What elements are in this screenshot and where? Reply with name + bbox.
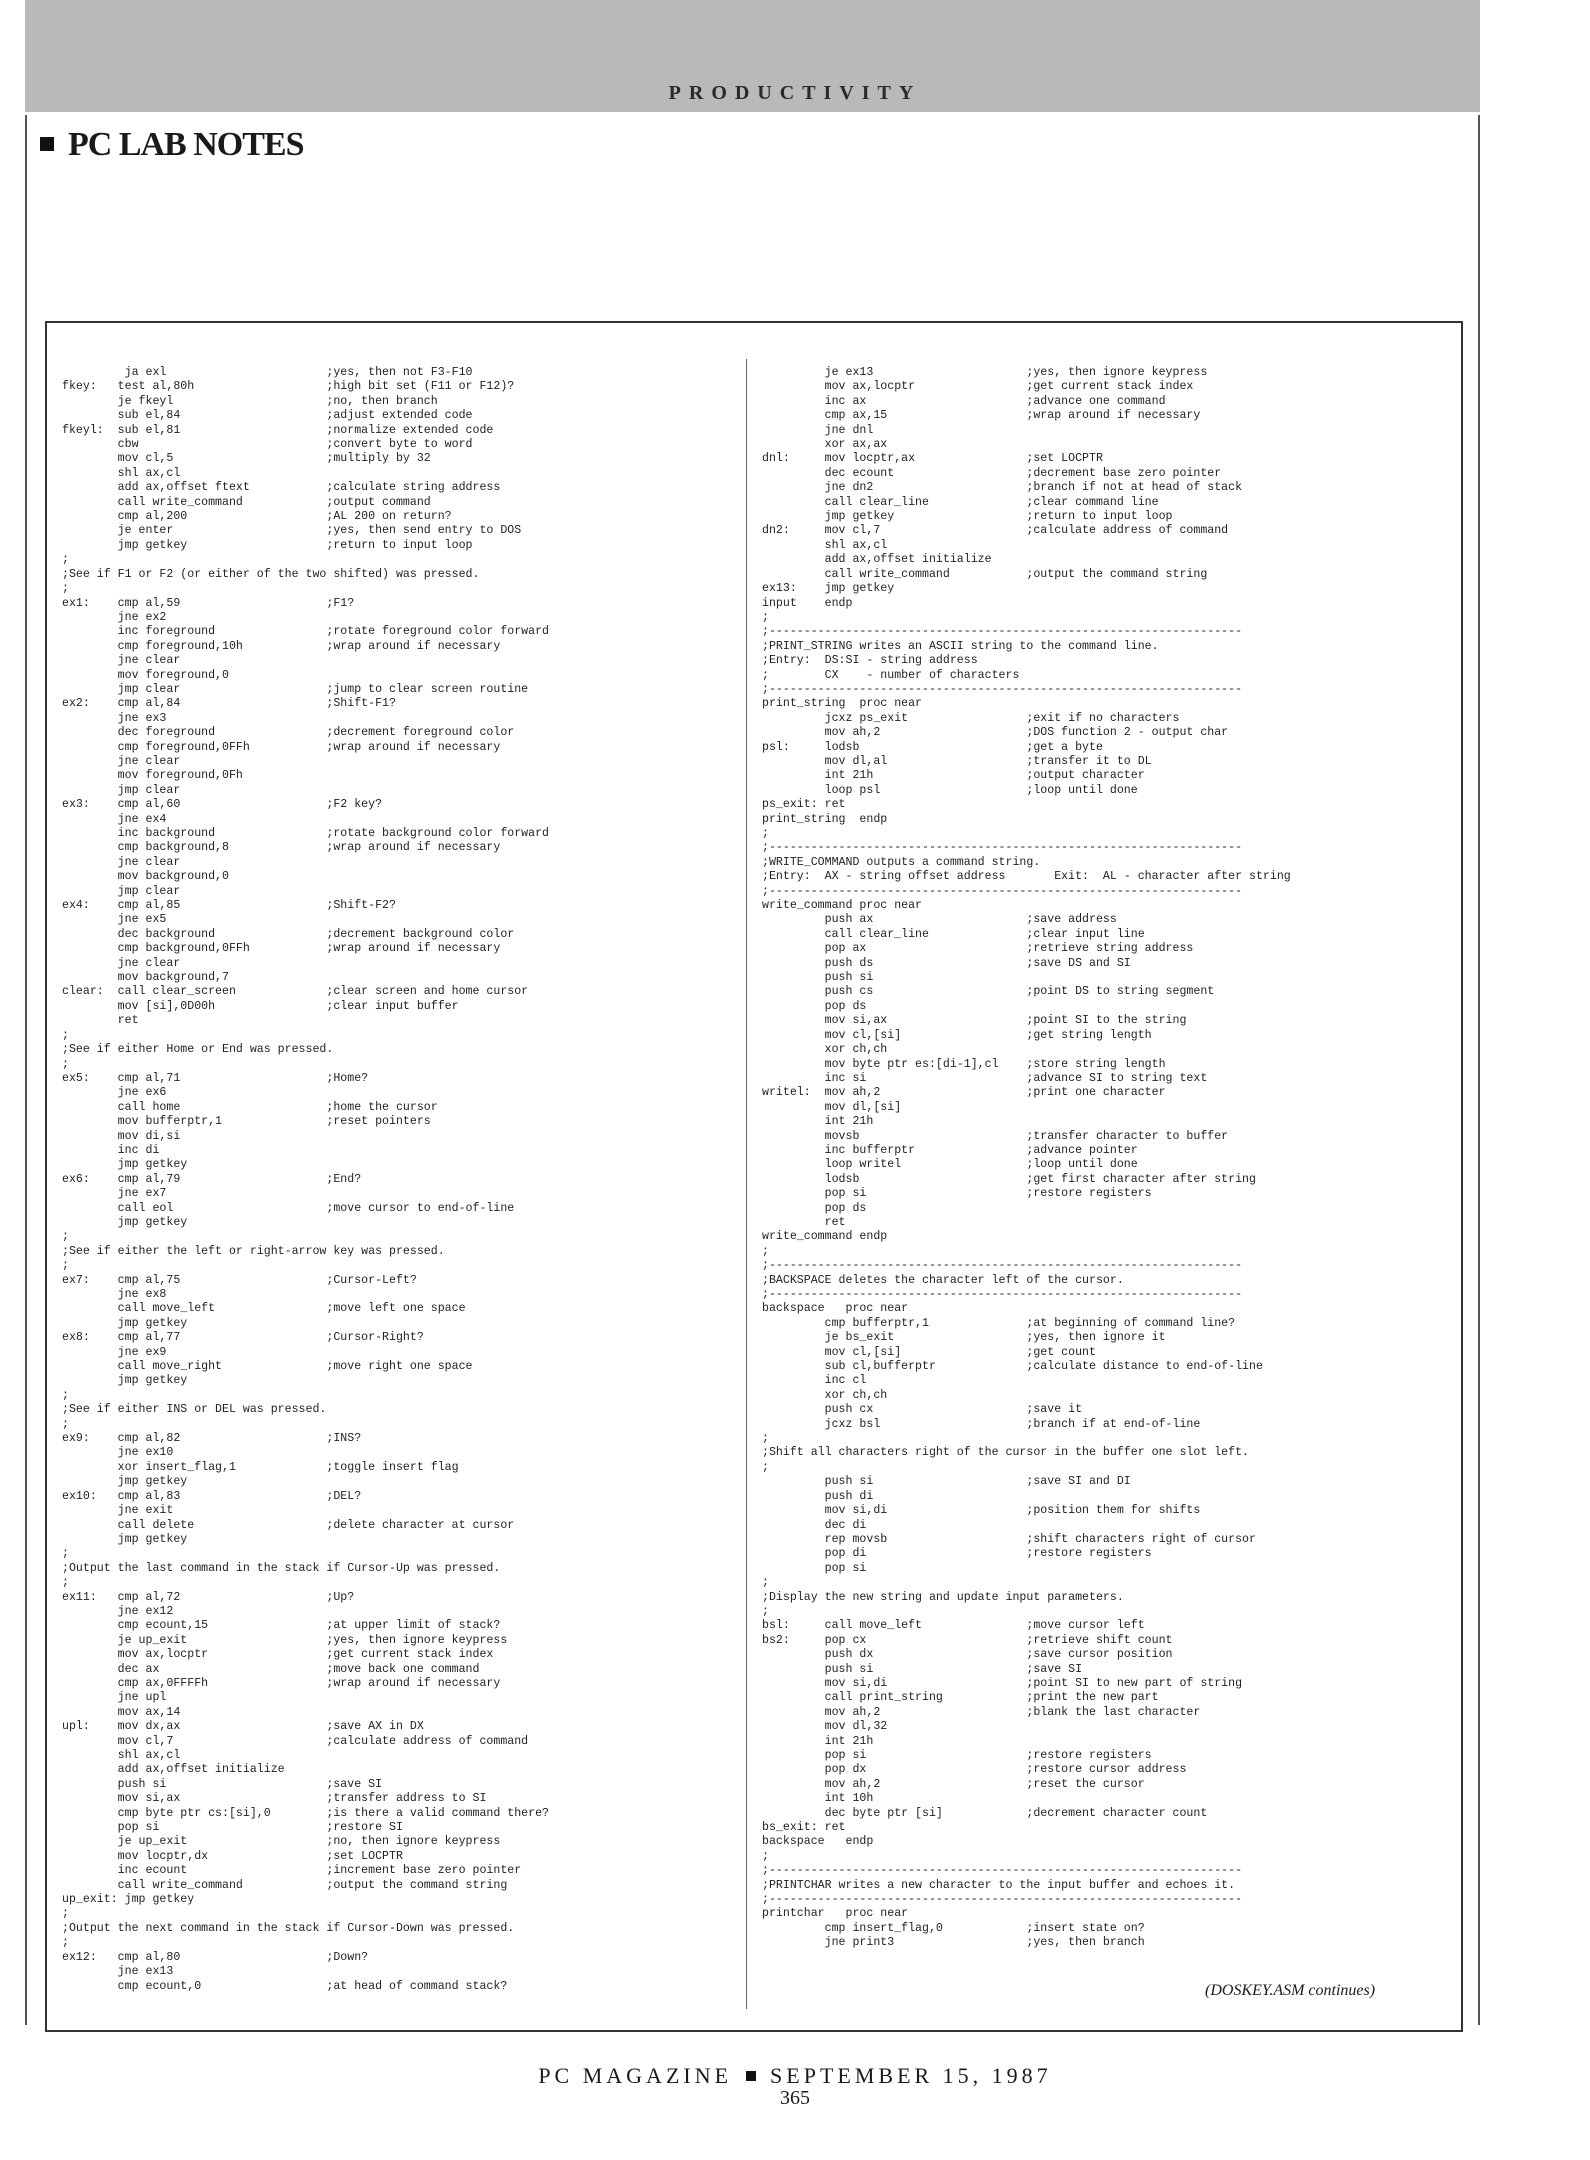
code-line: jmp clear ;jump to clear screen routine xyxy=(62,682,529,696)
code-line: ;-------------------------------------------------------------------- xyxy=(762,682,1243,696)
code-line: mov ax,locptr ;get current stack index xyxy=(62,1648,494,1662)
code-line: shl ax,cl xyxy=(762,538,888,552)
code-line: pop si ;restore registers xyxy=(762,1187,1152,1201)
code-line: xor ax,ax xyxy=(762,438,888,452)
code-line: cmp foreground,0FFh ;wrap around if necessary xyxy=(62,740,501,754)
code-line: ex13: jmp getkey xyxy=(762,582,895,596)
code-line: input endp xyxy=(762,596,853,610)
code-line: ex7: cmp al,75 ;Cursor-Left? xyxy=(62,1273,417,1287)
code-line: print_string endp xyxy=(762,812,888,826)
code-line: psl: lodsb ;get a byte xyxy=(762,740,1103,754)
column-title xyxy=(40,126,304,164)
code-listing-right-column xyxy=(762,366,1291,1951)
code-line: int 21h xyxy=(762,1734,874,1748)
code-line: xor ch,ch xyxy=(762,1388,888,1402)
code-line: jmp getkey xyxy=(62,1374,188,1388)
code-line: ; xyxy=(762,1460,769,1474)
code-line: jmp getkey xyxy=(62,1158,188,1172)
code-line: ; xyxy=(62,1057,69,1071)
section-label: PRODUCTIVITY xyxy=(668,82,922,104)
code-line: ; xyxy=(62,1576,69,1590)
code-line: ja exl ;yes, then not F3-F10 xyxy=(62,366,473,379)
code-line: up_exit: jmp getkey xyxy=(62,1893,195,1907)
code-line: mov si,ax ;transfer address to SI xyxy=(62,1792,487,1806)
code-line: jne ex2 xyxy=(62,610,167,624)
code-line: dec ecount ;decrement base zero pointer xyxy=(762,466,1222,480)
code-line: jmp clear xyxy=(62,783,181,797)
code-line: lodsb ;get first character after string xyxy=(762,1172,1256,1186)
code-line: je up_exit ;yes, then ignore keypress xyxy=(62,1633,508,1647)
code-line: jne ex13 xyxy=(62,1965,174,1979)
code-line: ret xyxy=(762,1215,846,1229)
code-line: printchar proc near xyxy=(762,1907,909,1921)
code-line: mov ax,locptr ;get current stack index xyxy=(762,380,1194,394)
code-line: mov background,7 xyxy=(62,971,229,985)
code-line: ; xyxy=(62,1028,69,1042)
code-line: jmp getkey xyxy=(62,1316,188,1330)
code-line: cmp insert_flag,0 ;insert state on? xyxy=(762,1921,1145,1935)
code-line: ; xyxy=(62,1547,69,1561)
code-line: inc background ;rotate background color forward xyxy=(62,827,550,840)
code-line: mov cl,5 ;multiply by 32 xyxy=(62,452,431,466)
code-line: pop si ;restore SI xyxy=(62,1821,403,1835)
code-line: pop ds xyxy=(762,999,867,1013)
code-line: mov di,si xyxy=(62,1129,181,1143)
code-line: je ex13 ;yes, then ignore keypress xyxy=(762,366,1208,379)
code-line: push ds ;save DS and SI xyxy=(762,956,1131,970)
code-line: ; xyxy=(62,582,69,596)
code-line: je fkeyl ;no, then branch xyxy=(62,394,438,408)
code-line: mov ah,2 ;DOS function 2 - output char xyxy=(762,726,1229,740)
code-line: jne ex5 xyxy=(62,913,167,927)
code-line: push si ;save SI xyxy=(762,1662,1083,1676)
bullet-icon xyxy=(40,137,54,151)
code-line: cmp ax,0FFFFh ;wrap around if necessary xyxy=(62,1676,501,1690)
code-line: call clear_line ;clear input line xyxy=(762,927,1145,941)
code-line: jmp getkey xyxy=(62,1475,188,1489)
code-line: ; xyxy=(62,1259,69,1273)
code-line: ; xyxy=(62,553,69,567)
code-line: mov locptr,dx ;set LOCPTR xyxy=(62,1849,403,1863)
code-line: jne ex8 xyxy=(62,1288,167,1301)
code-line: ps_exit: ret xyxy=(762,798,846,812)
code-line: mov background,0 xyxy=(62,870,229,884)
code-line: mov bufferptr,1 ;reset pointers xyxy=(62,1115,431,1129)
code-line: mov foreground,0Fh xyxy=(62,769,243,783)
code-line: ;Display the new string and update input parameters. xyxy=(762,1590,1124,1604)
code-line: pop di ;restore registers xyxy=(762,1547,1152,1561)
code-line: je bs_exit ;yes, then ignore it xyxy=(762,1331,1166,1345)
code-line: ; xyxy=(762,1849,769,1863)
code-line: push si xyxy=(762,971,874,985)
code-line: ex8: cmp al,77 ;Cursor-Right? xyxy=(62,1331,424,1345)
code-line: ret xyxy=(62,1014,139,1028)
code-line: pop si xyxy=(762,1561,867,1575)
code-line: mov dl,32 xyxy=(762,1720,888,1734)
code-line: ; xyxy=(62,1907,69,1921)
code-line: ;-------------------------------------------------------------------- xyxy=(762,1288,1243,1301)
code-listing-left-column xyxy=(62,366,549,1994)
code-line: cmp al,200 ;AL 200 on return? xyxy=(62,510,452,524)
footer-line xyxy=(0,2063,1590,2089)
code-line: cbw ;convert byte to word xyxy=(62,438,473,452)
code-line: ex9: cmp al,82 ;INS? xyxy=(62,1432,362,1446)
code-line: push si ;save SI xyxy=(62,1777,383,1791)
code-line: jmp getkey ;return to input loop xyxy=(62,538,473,552)
code-line: ; xyxy=(762,1432,769,1446)
code-line: ; xyxy=(762,1244,769,1258)
code-line: inc ecount ;increment base zero pointer xyxy=(62,1864,522,1878)
code-line: jne clear xyxy=(62,754,181,768)
code-line: dec ax ;move back one command xyxy=(62,1662,480,1676)
footer-magazine: PC MAGAZINE xyxy=(538,2063,733,2088)
code-line: ex2: cmp al,84 ;Shift-F1? xyxy=(62,697,396,711)
code-line: push dx ;save cursor position xyxy=(762,1648,1173,1662)
code-line: jne upl xyxy=(62,1691,167,1705)
code-line: ;Shift all characters right of the cursor in the buffer one slot left. xyxy=(762,1446,1250,1460)
code-line: fkeyl: sub el,81 ;normalize extended code xyxy=(62,423,494,437)
code-line: bsl: call move_left ;move cursor left xyxy=(762,1619,1145,1633)
code-line: ; xyxy=(62,1936,69,1950)
code-line: add ax,offset ftext ;calculate string address xyxy=(62,481,501,495)
code-line: write_command endp xyxy=(762,1230,888,1244)
code-line: movsb ;transfer character to buffer xyxy=(762,1129,1229,1143)
code-line: ex10: cmp al,83 ;DEL? xyxy=(62,1489,362,1503)
code-line: mov ah,2 ;reset the cursor xyxy=(762,1777,1145,1791)
code-line: mov ax,14 xyxy=(62,1705,181,1719)
code-line: cmp background,8 ;wrap around if necessary xyxy=(62,841,501,855)
code-line: jne clear xyxy=(62,956,181,970)
code-line: fkey: test al,80h ;high bit set (F11 or F12)? xyxy=(62,380,515,394)
code-line: call clear_line ;clear command line xyxy=(762,495,1159,509)
code-line: xor ch,ch xyxy=(762,1043,888,1057)
code-line: cmp background,0FFh ;wrap around if necessary xyxy=(62,942,501,956)
code-line: mov [si],0D00h ;clear input buffer xyxy=(62,999,459,1013)
code-line: ;PRINTCHAR writes a new character to the input buffer and echoes it. xyxy=(762,1878,1236,1892)
code-line: mov dl,[si] xyxy=(762,1100,902,1114)
code-line: pop dx ;restore cursor address xyxy=(762,1763,1187,1777)
code-line: cmp ax,15 ;wrap around if necessary xyxy=(762,409,1201,423)
code-line: je enter ;yes, then send entry to DOS xyxy=(62,524,522,538)
column-title-text: PC LAB NOTES xyxy=(68,126,304,163)
code-line: call eol ;move cursor to end-of-line xyxy=(62,1201,515,1215)
code-line: jne ex10 xyxy=(62,1446,174,1460)
code-line: jne ex7 xyxy=(62,1187,167,1201)
code-line: call write_command ;output the command string xyxy=(762,567,1208,581)
code-line: add ax,offset initialize xyxy=(762,553,992,567)
code-line: inc di xyxy=(62,1143,160,1157)
code-line: call home ;home the cursor xyxy=(62,1100,438,1114)
code-line: inc foreground ;rotate foreground color forward xyxy=(62,625,550,639)
footer-date: SEPTEMBER 15, 1987 xyxy=(770,2063,1052,2088)
code-line: ;See if either INS or DEL was pressed. xyxy=(62,1403,327,1417)
code-line: ;Output the last command in the stack if Cursor-Up was pressed. xyxy=(62,1561,501,1575)
code-line: loop psl ;loop until done xyxy=(762,783,1138,797)
footer-separator-icon xyxy=(746,2071,756,2081)
code-line: ;PRINT_STRING writes an ASCII string to the command line. xyxy=(762,639,1159,653)
code-line: jne ex12 xyxy=(62,1604,174,1618)
code-line: pop si ;restore registers xyxy=(762,1749,1152,1762)
code-line: jne dn2 ;branch if not at head of stack xyxy=(762,481,1243,495)
code-line: cmp bufferptr,1 ;at beginning of command line? xyxy=(762,1316,1236,1330)
code-line: ;BACKSPACE deletes the character left of the cursor. xyxy=(762,1273,1124,1287)
code-line: jmp clear xyxy=(62,884,181,898)
code-line: ex1: cmp al,59 ;F1? xyxy=(62,596,355,610)
code-line: inc ax ;advance one command xyxy=(762,394,1166,408)
code-line: inc cl xyxy=(762,1374,867,1388)
code-line: ex3: cmp al,60 ;F2 key? xyxy=(62,798,383,812)
code-line: call write_command ;output command xyxy=(62,495,431,509)
code-line: push cs ;point DS to string segment xyxy=(762,985,1215,999)
code-line: mov cl,7 ;calculate address of command xyxy=(62,1734,529,1748)
code-line: cmp byte ptr cs:[si],0 ;is there a valid command there? xyxy=(62,1806,550,1820)
code-line: ; xyxy=(62,1388,69,1402)
code-line: push si ;save SI and DI xyxy=(762,1475,1131,1489)
code-line: push di xyxy=(762,1489,874,1503)
code-line: backspace proc near xyxy=(762,1302,909,1316)
code-line: mov si,di ;point SI to new part of string xyxy=(762,1676,1243,1690)
code-line: dec background ;decrement background color xyxy=(62,927,515,941)
code-line: int 10h xyxy=(762,1792,874,1806)
code-line: mov cl,[si] ;get count xyxy=(762,1345,1096,1359)
code-line: print_string proc near xyxy=(762,697,923,711)
code-line: ;Entry: AX - string offset address Exit: AL - character after string xyxy=(762,870,1291,884)
code-line: jne clear xyxy=(62,654,181,668)
code-line: xor insert_flag,1 ;toggle insert flag xyxy=(62,1460,459,1474)
code-line: mov cl,[si] ;get string length xyxy=(762,1028,1152,1042)
code-line: jcxz ps_exit ;exit if no characters xyxy=(762,711,1180,725)
code-line: call print_string ;print the new part xyxy=(762,1691,1159,1705)
code-line: cmp ecount,0 ;at head of command stack? xyxy=(62,1979,508,1993)
code-line: cmp ecount,15 ;at upper limit of stack? xyxy=(62,1619,501,1633)
code-line: mov si,di ;position them for shifts xyxy=(762,1504,1201,1518)
code-line: jmp getkey ;return to input loop xyxy=(762,510,1173,524)
code-line: jmp getkey xyxy=(62,1532,188,1546)
code-line: ; CX - number of characters xyxy=(762,668,1020,682)
code-line: ;See if either the left or right-arrow key was pressed. xyxy=(62,1244,445,1258)
code-line: ; xyxy=(762,1576,769,1590)
code-line: jne ex3 xyxy=(62,711,167,725)
code-line: ;-------------------------------------------------------------------- xyxy=(762,1893,1243,1907)
code-line: shl ax,cl xyxy=(62,1749,181,1762)
code-line: jne exit xyxy=(62,1504,174,1518)
code-line: writel: mov ah,2 ;print one character xyxy=(762,1086,1166,1100)
code-line: ;-------------------------------------------------------------------- xyxy=(762,841,1243,855)
code-line: ; xyxy=(762,1604,769,1618)
code-line: mov si,ax ;point SI to the string xyxy=(762,1014,1187,1028)
code-line: clear: call clear_screen ;clear screen and home cursor xyxy=(62,985,529,999)
code-line: dec di xyxy=(762,1518,867,1532)
code-line: ;See if either Home or End was pressed. xyxy=(62,1043,334,1057)
code-line: call write_command ;output the command string xyxy=(62,1878,508,1892)
code-line: loop writel ;loop until done xyxy=(762,1158,1138,1172)
code-line: ex6: cmp al,79 ;End? xyxy=(62,1172,362,1186)
code-line: int 21h ;output character xyxy=(762,769,1145,783)
code-line: ex12: cmp al,80 ;Down? xyxy=(62,1950,369,1964)
continued-note: (DOSKEY.ASM continues) xyxy=(1205,1982,1376,1999)
code-line: backspace endp xyxy=(762,1835,874,1849)
code-line: upl: mov dx,ax ;save AX in DX xyxy=(62,1720,424,1734)
code-line: mov dl,al ;transfer it to DL xyxy=(762,754,1152,768)
code-line: jne print3 ;yes, then branch xyxy=(762,1936,1145,1950)
code-line: ; xyxy=(62,1230,69,1244)
code-line: mov byte ptr es:[di-1],cl ;store string length xyxy=(762,1057,1166,1071)
code-line: rep movsb ;shift characters right of cursor xyxy=(762,1532,1256,1546)
code-line: pop ax ;retrieve string address xyxy=(762,942,1194,956)
code-line: dnl: mov locptr,ax ;set LOCPTR xyxy=(762,452,1103,466)
code-line: bs_exit: ret xyxy=(762,1821,846,1835)
code-line: shl ax,cl xyxy=(62,466,181,480)
code-line: dec byte ptr [si] ;decrement character count xyxy=(762,1806,1208,1820)
code-line: ;See if F1 or F2 (or either of the two shifted) was pressed. xyxy=(62,567,480,581)
code-line: jcxz bsl ;branch if at end-of-line xyxy=(762,1417,1201,1431)
code-line: ; xyxy=(762,610,769,624)
code-line: ex5: cmp al,71 ;Home? xyxy=(62,1071,369,1085)
code-line: pop ds xyxy=(762,1201,867,1215)
code-line: ; xyxy=(762,827,769,840)
code-line: dn2: mov cl,7 ;calculate address of command xyxy=(762,524,1229,538)
code-line: call move_right ;move right one space xyxy=(62,1360,473,1374)
code-line: int 21h xyxy=(762,1115,874,1129)
code-line: ;Entry: DS:SI - string address xyxy=(762,654,978,668)
code-line: add ax,offset initialize xyxy=(62,1763,285,1777)
code-line: ;-------------------------------------------------------------------- xyxy=(762,1864,1243,1878)
code-line: jne ex6 xyxy=(62,1086,167,1100)
code-line: ;-------------------------------------------------------------------- xyxy=(762,625,1243,639)
code-line: ;Output the next command in the stack if Cursor-Down was pressed. xyxy=(62,1921,515,1935)
code-line: dec foreground ;decrement foreground color xyxy=(62,726,515,740)
code-line: cmp foreground,10h ;wrap around if necessary xyxy=(62,639,501,653)
code-line: ;WRITE_COMMAND outputs a command string. xyxy=(762,855,1041,869)
code-line: jne ex9 xyxy=(62,1345,167,1359)
code-line: jne dnl xyxy=(762,423,874,437)
column-divider xyxy=(746,359,747,2009)
code-line: call move_left ;move left one space xyxy=(62,1302,466,1316)
code-line: jne clear xyxy=(62,855,181,869)
page-number: 365 xyxy=(780,2087,810,2109)
code-line: ex4: cmp al,85 ;Shift-F2? xyxy=(62,899,396,913)
code-line: push ax ;save address xyxy=(762,913,1117,927)
code-line: ex11: cmp al,72 ;Up? xyxy=(62,1590,355,1604)
code-line: sub cl,bufferptr ;calculate distance to end-of-line xyxy=(762,1360,1263,1374)
code-line: jmp getkey xyxy=(62,1215,188,1229)
code-line: ;-------------------------------------------------------------------- xyxy=(762,884,1243,898)
code-line: push cx ;save it xyxy=(762,1403,1083,1417)
code-line: ; xyxy=(62,1417,69,1431)
code-line: ;-------------------------------------------------------------------- xyxy=(762,1259,1243,1273)
code-line: mov foreground,0 xyxy=(62,668,229,682)
code-line: bs2: pop cx ;retrieve shift count xyxy=(762,1633,1173,1647)
code-line: jne ex4 xyxy=(62,812,167,826)
code-line: call delete ;delete character at cursor xyxy=(62,1518,515,1532)
code-line: write_command proc near xyxy=(762,899,923,913)
code-line: mov ah,2 ;blank the last character xyxy=(762,1705,1201,1719)
code-line: inc si ;advance SI to string text xyxy=(762,1071,1208,1085)
code-line: inc bufferptr ;advance pointer xyxy=(762,1143,1138,1157)
code-line: je up_exit ;no, then ignore keypress xyxy=(62,1835,501,1849)
code-line: sub el,84 ;adjust extended code xyxy=(62,409,473,423)
